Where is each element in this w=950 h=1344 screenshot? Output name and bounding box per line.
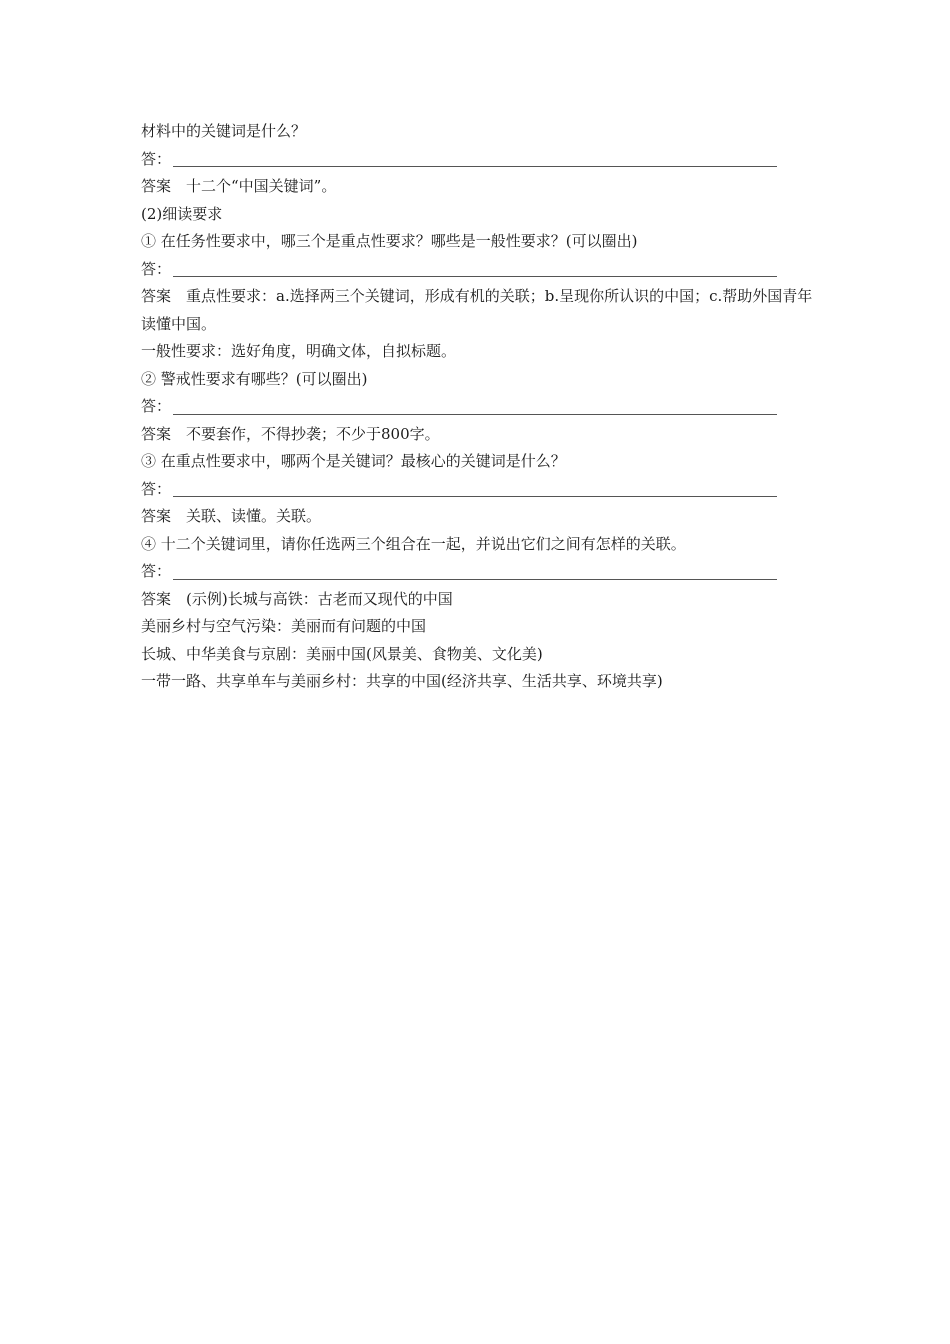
answer-label: 答案: [141, 507, 172, 525]
answer-blank-1: [141, 146, 813, 174]
answer-prompt: 答：: [141, 397, 172, 415]
document-body: [141, 118, 813, 696]
answer-blank-5: [141, 558, 813, 586]
answer-label: 答案: [141, 424, 172, 443]
answer-text: 关联、读懂。关联。: [186, 507, 322, 525]
question-4: ④ 十二个关键词里，请你任选两三个组合在一起，并说出它们之间有怎样的关联。: [141, 534, 686, 553]
answer-4: [141, 503, 813, 531]
answer-5-cont-1: 美丽乡村与空气污染：美丽而有问题的中国: [141, 617, 427, 635]
answer-line: [173, 578, 777, 580]
question-3: ③ 在重点性要求中，哪两个是关键词？最核心的关键词是什么？: [141, 452, 566, 470]
answer-line: [173, 165, 777, 167]
answer-blank-3: [141, 393, 813, 421]
question-2: ② 警戒性要求有哪些？(可以圈出): [141, 369, 368, 388]
answer-text: 不要套作，不得抄袭；不少于800字。: [186, 424, 440, 443]
answer-prompt: 答：: [141, 149, 172, 168]
answer-line: [173, 275, 777, 277]
answer-5-cont-3: 一带一路、共享单车与美丽乡村：共享的中国(经济共享、生活共享、环境共享): [141, 672, 663, 690]
answer-label: 答案: [141, 589, 172, 608]
question-1: ① 在任务性要求中，哪三个是重点性要求？哪些是一般性要求？(可以圈出): [141, 232, 638, 250]
answer-3: [141, 421, 813, 449]
answer-text: 十二个“中国关键词”。: [186, 177, 337, 195]
answer-line: [173, 413, 777, 415]
answer-text: (示例)长城与高铁：古老而又现代的中国: [186, 589, 453, 608]
answer-prompt: 答：: [141, 562, 172, 580]
answer-text: 重点性要求：a.选择两三个关键词，形成有机的关联；b.呈现你所认识的中国；c.帮助外国青年读懂中国。: [141, 287, 813, 333]
answer-label: 答案: [141, 177, 172, 195]
answer-2-cont: 一般性要求：选好角度，明确文体，自拟标题。: [141, 342, 457, 360]
answer-2: [141, 283, 813, 338]
answer-line: [173, 495, 777, 497]
section-heading: (2)细读要求: [141, 204, 223, 223]
question-intro: 材料中的关键词是什么？: [141, 122, 307, 140]
answer-prompt: 答：: [141, 259, 172, 278]
answer-blank-4: [141, 476, 813, 504]
answer-prompt: 答：: [141, 479, 172, 498]
answer-1: [141, 173, 813, 201]
answer-label: 答案: [141, 287, 172, 305]
answer-5-cont-2: 长城、中华美食与京剧：美丽中国(风景美、食物美、文化美): [141, 644, 543, 663]
answer-5: [141, 586, 813, 614]
answer-blank-2: [141, 256, 813, 284]
